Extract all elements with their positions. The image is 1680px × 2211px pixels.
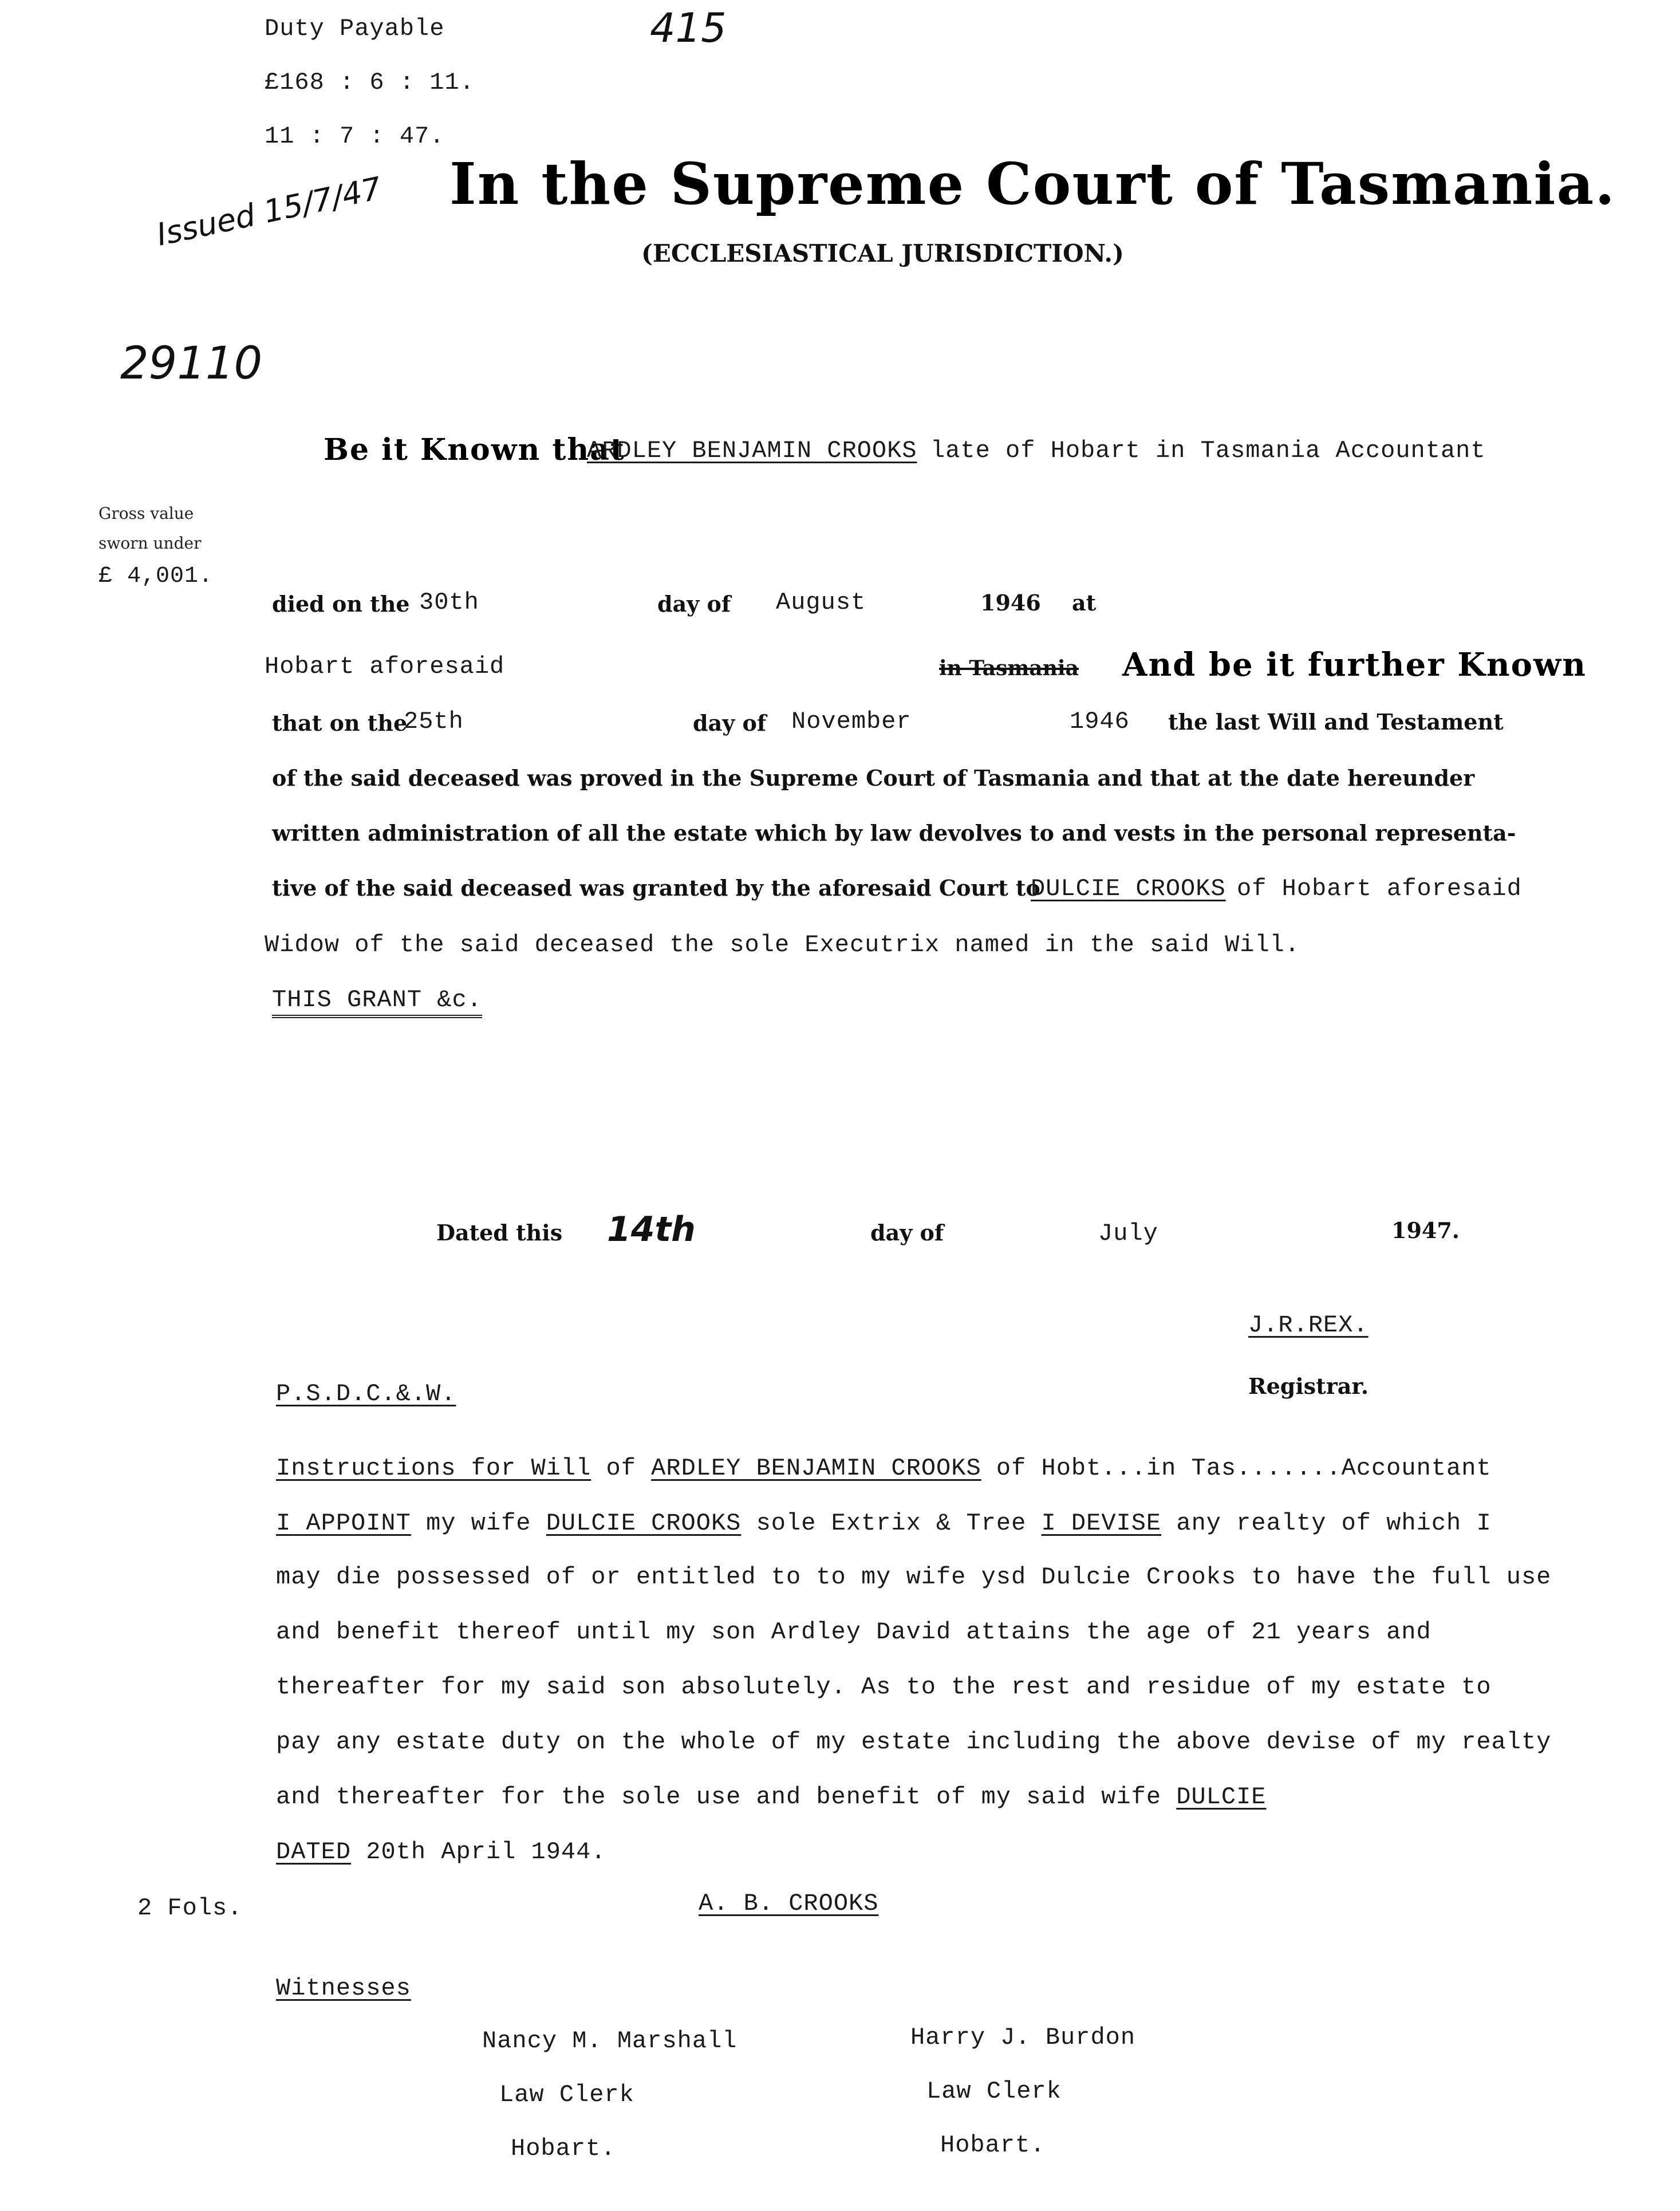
instructions-dated [276,1838,606,1866]
registrar-title: Registrar. [1248,1373,1369,1399]
deceased-name: ARDLEY BENJAMIN CROOKS [587,437,917,464]
gross-sworn-label: sworn under [98,534,202,553]
registrar-name: J.R.REX. [1248,1311,1369,1339]
proved-year: 1946 [1070,708,1130,735]
file-number-handwritten: 29110 [120,338,263,389]
folios-count: 2 Fols. [137,1894,243,1922]
dated-year: 1947. [1391,1217,1460,1243]
witness-2-place: Hobart. [940,2131,1046,2159]
executrix-name: DULCIE CROOKS [1031,875,1226,902]
witnesses-label: Witnesses [276,1974,411,2002]
witness-1-place: Hobart. [511,2135,616,2162]
instructions-testator-desc: of Hobt...in Tas.......Accountant [996,1455,1492,1482]
instructions-line-3: may die possessed of or entitled to to my wife ysd Dulcie Crooks to have the full use [276,1563,1552,1591]
my-wife-text: my wife [426,1510,531,1537]
executrix-description: of Hobart aforesaid [1237,875,1522,902]
proved-month: November [791,708,912,735]
dated-month: July [1098,1220,1158,1247]
died-on-label: died on the [272,591,410,617]
duty-label: Duty Payable [265,15,445,42]
death-year: 1946 [980,590,1041,616]
grant-line-administration: written administration of all the estate which by law devolves to and vests in the personal representa- [272,820,1516,846]
be-it-known: Be it Known that [324,432,625,467]
duty-date: 11 : 7 : 47. [265,123,445,150]
issued-note-handwritten: Issued 15/7/47 [153,170,385,253]
sole-extrix-text: sole Extrix & Tree [756,1510,1027,1537]
i-appoint: I APPOINT [276,1510,411,1537]
further-known: And be it further Known [1122,646,1587,684]
jurisdiction: (ECCLESIASTICAL JURISDICTION.) [641,239,1124,267]
court-title: In the Supreme Court of Tasmania. [449,150,1616,218]
in-tasmania-struck: in Tasmania [939,656,1079,680]
death-month: August [776,589,866,616]
this-grant: THIS GRANT &c. [272,986,482,1018]
dated-day-handwritten: 14th [607,1209,696,1250]
instructions-of: of [606,1455,636,1482]
witness-1-name: Nancy M. Marshall [482,2027,738,2055]
proved-day-of-label: day of [693,710,767,736]
i-devise: I DEVISE [1041,1510,1162,1537]
death-day: 30th [419,589,479,616]
gross-value-label: Gross value [98,504,194,523]
duty-amount: £168 : 6 : 11. [265,69,475,96]
instructions-wife-name: DULCIE [1176,1783,1267,1811]
last-will-label: the last Will and Testament [1168,709,1504,735]
solicitors-initials: P.S.D.C.&.W. [276,1380,456,1408]
instructions-line-4: and benefit thereof until my son Ardley David attains the age of 21 years and [276,1618,1431,1646]
instructions-testator-name: ARDLEY BENJAMIN CROOKS [651,1455,981,1482]
death-place: Hobart aforesaid [265,653,505,680]
dated-this-label: Dated this [436,1220,563,1246]
proved-day: 25th [404,708,464,735]
folio-number-handwritten: 415 [650,5,727,52]
death-day-of-label: day of [657,591,731,617]
grant-line-proved: of the said deceased was proved in the Supreme Court of Tasmania and that at the date hereunder [272,765,1475,791]
dated-label: DATED [276,1838,352,1866]
instructions-line-1 [276,1455,1492,1482]
realty-text: any realty of which I [1176,1510,1492,1537]
instructions-line-7-text: and thereafter for the sole use and benefit of my said wife [276,1783,1162,1811]
gross-value-amount: £ 4,001. [98,563,214,589]
grant-line-granted: tive of the said deceased was granted by the aforesaid Court to [272,875,1040,901]
instructions-line-2 [276,1510,1492,1537]
instructions-line-5: thereafter for my said son absolutely. As to the rest and residue of my estate to [276,1673,1492,1701]
wife-name: DULCIE CROOKS [546,1510,742,1537]
that-on-label: that on the [272,710,408,736]
instructions-line-6: pay any estate duty on the whole of my estate including the above devise of my realty [276,1728,1552,1756]
grant-line-widow: Widow of the said deceased the sole Executrix named in the said Will. [265,931,1300,959]
witness-2-name: Harry J. Burdon [910,2024,1136,2051]
instructions-line-7 [276,1783,1267,1811]
at-label: at [1072,590,1097,616]
testator-signature: A. B. CROOKS [699,1890,879,1917]
dated-value: 20th April 1944. [366,1838,606,1866]
deceased-description: late of Hobart in Tasmania Accountant [930,437,1486,464]
instructions-heading: Instructions for Will [276,1455,591,1482]
witness-1-occupation: Law Clerk [499,2081,634,2108]
dated-day-of-label: day of [870,1220,944,1246]
witness-2-occupation: Law Clerk [926,2078,1062,2105]
